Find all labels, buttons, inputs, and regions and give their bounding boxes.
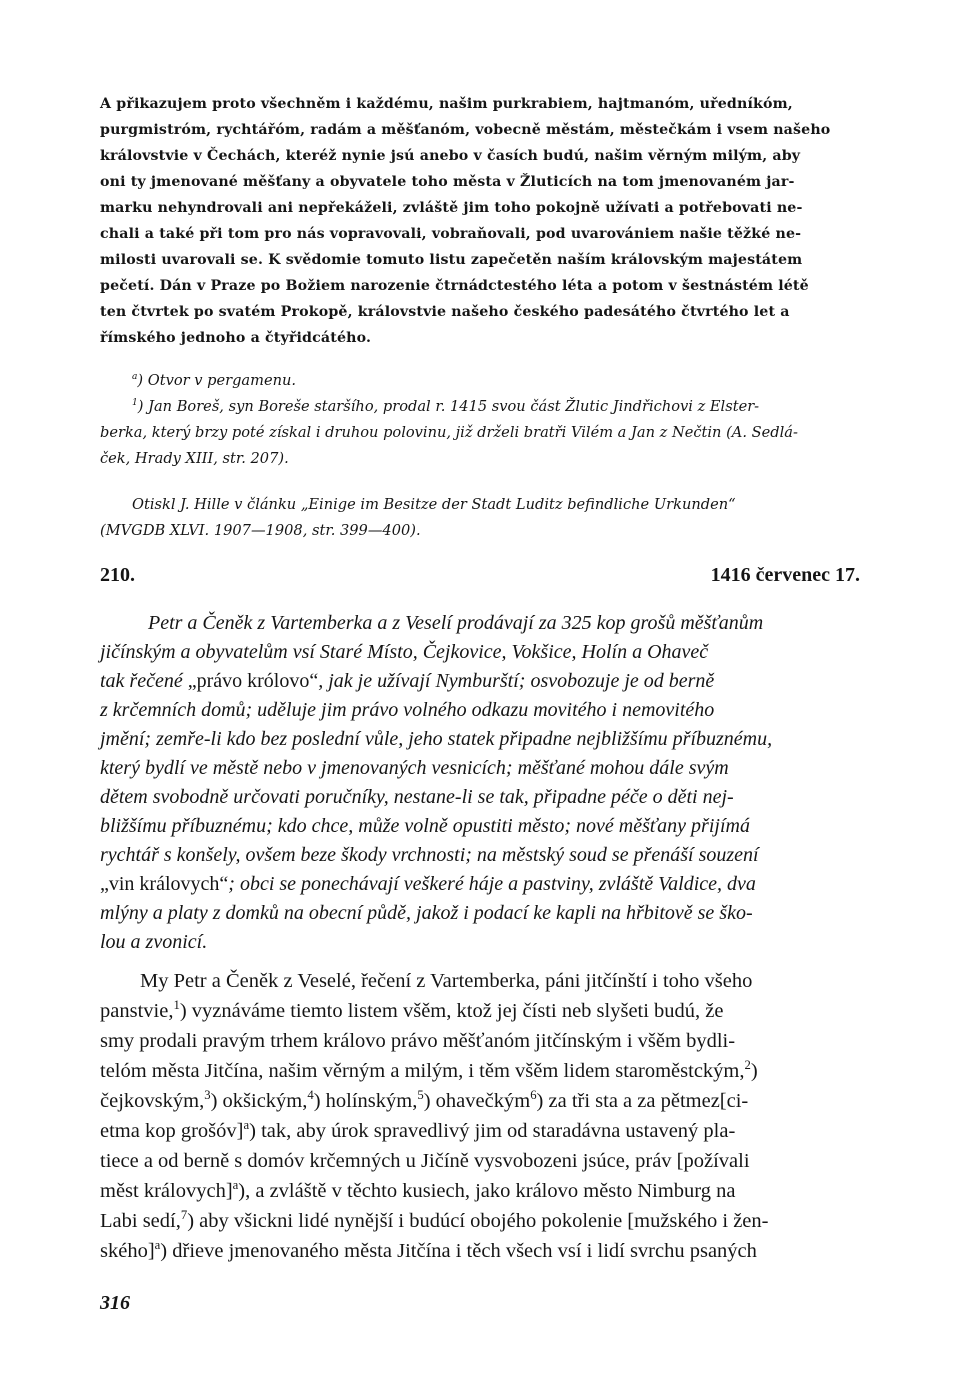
charter-text-line: královstvie v Čechách, kteréž nynie jsú anebo v časích budú, našim věrným milým, aby — [100, 148, 801, 164]
abstract-line: rychtář s konšely, ovšem beze škody vrchnosti; na městský soud se přenáší souzení — [100, 844, 759, 866]
document-date: 1416 červenec 17. — [710, 564, 860, 586]
body-line: telóm města Jitčína, našim věrným a milým, i těm všěm lidem staroměstckým,$^2$) — [100, 1058, 758, 1082]
abstract-line: jičínským a obyvatelům vsí Staré Místo, Čejkovice, Vokšice, Holín a Ohaveč — [100, 641, 709, 663]
abstract-line: Petr a Čeněk z Vartemberka a z Veselí prodávají za 325 kop grošů měšťanům — [148, 612, 764, 634]
abstract-line: bližšímu příbuznému; kdo chce, může volně opustiti město; nové měšťany přijímá — [100, 815, 750, 837]
charter-text-line: A přikazujem proto všechněm i každému, našim purkrabiem, hajtmanóm, uředníkóm, — [100, 96, 793, 112]
footnote-marker: 1 — [132, 398, 138, 409]
body-line: čejkovským,$^3$) okšickým,$^4$) holínským,$^5$) ohavečkým$^6$) za tři sta a za pětmez[ci- — [100, 1088, 749, 1112]
charter-text-line: pečetí. Dán v Praze po Božiem narozenie čtrnádctestého léta a potom v šestnástém létě — [100, 278, 809, 294]
body-line: Labi sedí,$^7$) aby všickni lidé nynější i budúcí obojého pokolenie [mužského i žen- — [100, 1208, 769, 1232]
charter-text-line: milosti uvarovali se. K svědomie tomuto listu zapečetěn naším královským majestátem — [100, 252, 803, 268]
charter-text-line: oni ty jmenované měšťany a obyvatele toho města v Žluticích na tom jmenovaném jar- — [100, 174, 795, 190]
footnote-text: Jan Boreš, syn Boreše staršího, prodal r. 1415 svou část Žlutic Jindřichovi z Elster- — [148, 398, 760, 415]
charter-text-line: marku nehyndrovali ani nepřekáželi, zvláště jim toho pokojně užívati a potřebovati ne- — [100, 200, 803, 216]
footnote-text: Otvor v pergamenu. — [147, 372, 297, 389]
quoted-term: „právo królovo“ — [187, 670, 319, 692]
abstract-line: jmění; zemře-li kdo bez poslední vůle, jeho statek připadne nejbližšímu příbuznému, — [100, 728, 773, 750]
body-line: smy prodali pravým trhem královo právo měšťanóm jitčínským i všěm bydli- — [100, 1030, 736, 1052]
abstract-line: lou a zvonicí. — [100, 931, 208, 953]
body-line: etma kop grošóv]$^a$) tak, aby úrok spravedlivý jim od staradávna ustavený pla- — [100, 1118, 736, 1142]
body-line: panstvie,$^1$) vyznáváme tiemto listem všěm, ktož jej čísti neb slyšeti budú, že — [100, 998, 724, 1022]
print-source-note: Otiskl J. Hille v článku „Einige im Besitze der Stadt Luditz befindliche Urkunden“ — [132, 496, 736, 513]
print-source-note: (MVGDB XLVI. 1907—1908, str. 399—400). — [100, 522, 421, 539]
abstract-line: tak řečené „právo królovo“, jak je užívají Nymburští; osvobozuje je od berně — [100, 670, 715, 692]
quoted-term: „vin královych“ — [100, 873, 229, 895]
abstract-line: „vin královych“; obci se ponechávají veškeré háje a pastviny, zvláště Valdice, dva — [100, 873, 756, 895]
body-line: My Petr a Čeněk z Veselé, řečení z Vartemberka, páni jitčínští i toho všeho — [140, 970, 753, 992]
page-number: 316 — [100, 1292, 130, 1314]
footnote-marker: a — [132, 372, 138, 383]
charter-text-line: chali a také při tom pro nás vopravovali, vobraňovali, pod uvarovániem našie těžké ne- — [100, 226, 802, 242]
footnote-1-line: ček, Hrady XIII, str. 207). — [100, 450, 289, 467]
footnote-1: $^1$) Jan Boreš, syn Boreše staršího, prodal r. 1415 svou část Žlutic Jindřichovi z Elster- — [132, 398, 760, 415]
footnote-1-line: berka, který brzy poté získal i druhou polovinu, již drželi bratři Vilém a Jan z Nečtin (A. Sedlá- — [100, 424, 798, 441]
abstract-line: z krčemních domů; uděluje jim právo volného odkazu movitého i nemovitého — [100, 699, 715, 721]
body-line: tiece a od berně s domóv krčemných u Jičíně vysvobozeni jsúce, práv [požívali — [100, 1150, 750, 1172]
abstract-line: dětem svobodně určovati poručníky, nestane-li se tak, připadne péče o děti nej- — [100, 786, 734, 808]
charter-text-line: ten čtvrtek po svatém Prokopě, královstvie našeho českého padesátého čtvrtého let a — [100, 304, 790, 320]
abstract-line: který bydlí ve městě nebo v jmenovaných vesnicích; měšťané mohou dále svým — [100, 757, 729, 779]
footnote-a: $^a$) Otvor v pergamenu. — [132, 372, 297, 389]
body-line: ského]$^a$) dřieve jmenovaného města Jitčína i těch všech vsí i lidí svrchu psaných — [100, 1238, 757, 1262]
document-number: 210. — [100, 564, 135, 586]
charter-text-line: římského jednoho a čtyřidcátého. — [100, 330, 372, 346]
body-line: měst královych]$^a$), a zvláště v těchto kusiech, jako královo město Nimburg na — [100, 1178, 736, 1202]
charter-text-line: purgmistróm, rychtářóm, radám a měšťanóm, vobecně městám, městečkám i vsem našeho — [100, 122, 831, 138]
abstract-line: mlýny a platy z domků na obecní půdě, jakož i podací ke kapli na hřbitově se ško- — [100, 902, 753, 924]
